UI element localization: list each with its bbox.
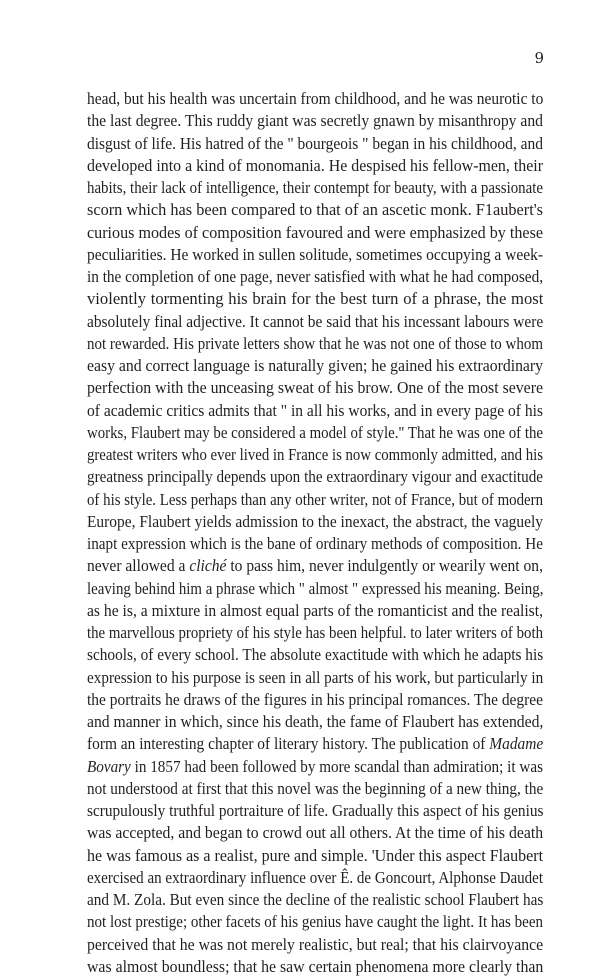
text-line: was accepted, and began to crowd out all others. At the time of his death (87, 823, 544, 843)
text-segment: form an interesting chapter of literary history. The publication of (87, 734, 490, 754)
text-line (87, 756, 543, 778)
text-line: absolutely final adjective. It cannot be said that his incessant labours were (87, 311, 544, 331)
text-line: developed into a kind of monomania. He despised his fellow-men, their (87, 155, 544, 175)
italic-term: Madame (489, 734, 544, 754)
text-segment: never allowed a (87, 556, 190, 576)
text-line: expression to his purpose is seen in all parts of his work, but particularly in (87, 667, 544, 687)
text-line: perceived that he was not merely realistic, but real; that his clairvoyance (87, 934, 544, 954)
text-line: as he is, a mixture in almost equal parts of the romanticist and the realist, (87, 600, 543, 620)
text-line: greatest writers who ever lived in France is now commonly admitted, and his (87, 445, 543, 464)
text-line: easy and correct language is naturally given; he gained his extraordinary (87, 356, 544, 375)
text-line: the marvellous propriety of his style has been helpful. to later writers of both (87, 623, 543, 642)
text-line: was almost boundless; that he saw certain phenomena more clearly than (87, 956, 544, 976)
text-line: in the completion of one page, never satisfied with what he had composed, (87, 267, 544, 286)
text-line: and M. Zola. But even since the decline of the realistic school Flaubert has (87, 890, 544, 909)
italic-term: Bovary (87, 756, 131, 776)
text-line: habits, their lack of intelligence, their contempt for beauty, with a passionate (87, 178, 543, 197)
text-line: the last degree. This ruddy giant was secretly gnawn by misanthropy and (87, 111, 543, 131)
text-line: not understood at first that this novel was the beginning of a new thing, the (87, 778, 544, 798)
text-line: perfection with the unceasing sweat of his brow. One of the most severe (87, 378, 544, 398)
text-line (87, 733, 543, 755)
text-line: peculiarities. He worked in sullen solitude, sometimes occupying a week- (87, 244, 543, 264)
text-line: greatness principally depends upon the extraordinary vigour and exactitude (87, 467, 543, 487)
text-line: of academic critics admits that " in all his works, and in every page of his (87, 400, 543, 420)
text-line: inapt expression which is the bane of ordinary methods of composition. He (87, 534, 543, 553)
text-line: he was famous as a realist, pure and simple. 'Under this aspect Flaubert (87, 845, 544, 865)
text-line: the portraits he draws of the figures in his principal romances. The degree (87, 689, 543, 709)
text-line: disgust of life. His hatred of the " bourgeois " began in his childhood, and (87, 133, 543, 153)
text-line (87, 555, 543, 577)
text-line: not rewarded. His private letters show that he was not one of those to whom (87, 333, 544, 353)
text-line: leaving behind him a phrase which " almost " expressed his meaning. Being, (87, 578, 544, 598)
italic-term: cliché (189, 556, 227, 576)
text-line: of his style. Less perhaps than any other writer, not of France, but of modern (87, 489, 544, 509)
text-line: works, Flaubert may be considered a model of style." That he was one of the (87, 422, 544, 442)
page-number: 9 (534, 49, 544, 67)
text-line: schools, of every school. The absolute exactitude with which he adapts his (87, 645, 544, 665)
text-line: violently tormenting his brain for the best turn of a phrase, the most (87, 289, 544, 309)
text-line: Europe, Flaubert yields admission to the inexact, the abstract, the vaguely (87, 511, 543, 531)
text-line: not lost prestige; other facets of his genius have caught the light. It has been (87, 912, 544, 932)
text-line: head, but his health was uncertain from childhood, and he was neurotic to (87, 89, 544, 108)
text-line: and manner in which, since his death, the fame of Flaubert has extended, (87, 712, 544, 731)
text-line: exercised an extraordinary influence over Ê. de Goncourt, Alphonse Daudet (87, 867, 544, 887)
text-segment: to pass him, never indulgently or wearily went on, (226, 556, 543, 576)
text-line: curious modes of composition favoured and were emphasized by these (87, 222, 543, 242)
text-line: scrupulously truthful portraiture of life. Gradually this aspect of his genius (87, 801, 544, 820)
body-paragraph (87, 88, 543, 978)
text-line: scorn which has been compared to that of an ascetic monk. F1aubert's (87, 200, 544, 220)
text-segment: in 1857 had been followed by more scandal than admiration; it was (130, 756, 543, 776)
